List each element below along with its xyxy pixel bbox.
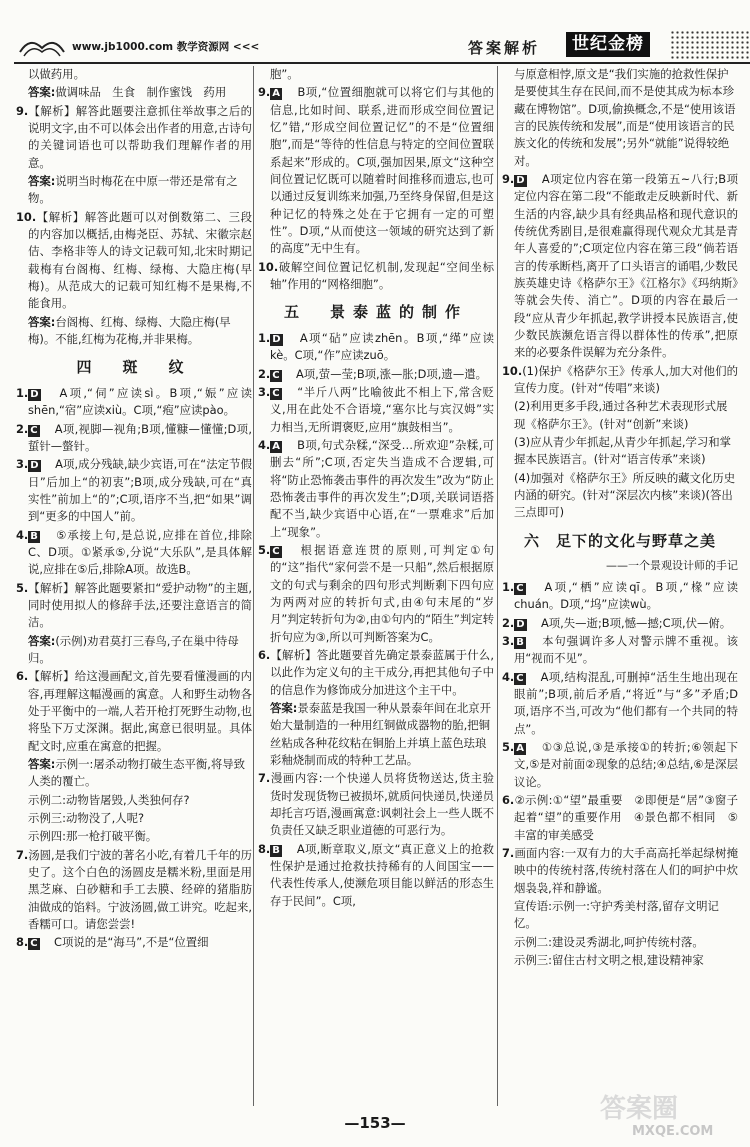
answer-paragraph: 与原意相悖,原文是“我们实施的抢救性保护是要使其生存在民间,而不是使其成为标本珍藏在博物馆”。D项,偷换概念,不是“使用该语言的民族传统和发展”,而是“使用该语言的民族文化的传统和发展”;另外“就能”说得较绝对。 [514, 67, 736, 168]
watermark-url: MXQE.COM [632, 1124, 714, 1139]
answer-choice-box: D [516, 174, 525, 186]
column-1-lines [16, 66, 252, 348]
answer-paragraph: 2. C A项,视脚—视角;B项,懂糠—懂懂;D项,蜇针—螫针。 [16, 421, 252, 454]
answer-paragraph: 6.【解析】答此题要首先确定景泰蓝属于什么,以此作为定义句的主干成分,再把其他句子中的信息作为修饰成分加进这个主干中。 [258, 647, 494, 697]
answer-paragraph: 10.【解析】解答此题可以对倒数第二、三段的内容加以概括,由梅尧臣、苏轼、宋徽宗赵佶、李格非等人的诗文记载可知,北宋时期记载梅有台阁梅、红梅、绿梅、大隐庄梅(早梅)。从范成大的记载可知红梅不是果梅,不能食用。 [16, 209, 252, 311]
dot-pattern [670, 30, 750, 60]
answer-choice-box: C [30, 424, 38, 436]
answer-paragraph: (2)利用更多手段,通过各种艺术表现形式展现《格萨尔王》。(针对“创新”来谈) [514, 399, 728, 431]
page-number: —153— [344, 1114, 406, 1132]
answer-paragraph: 4. C A项,结构混乱,可删掉“活生生地出现在眼前”;B项,前后矛盾,“将近”与“多”矛盾;D项,语序不当,可改为“他们都有一个共同的特点”。 [502, 669, 738, 736]
section-heading: 五 景泰蓝的制作 [283, 303, 468, 322]
section-heading: 四 斑 纹 [76, 358, 192, 377]
answer-paragraph: 示例四:那一枪打破平衡。 [28, 829, 158, 844]
answer-paragraph: 答案:说明当时梅花在中原一带还是常有之物。 [28, 173, 238, 206]
answer-paragraph: 6.②示例:①“望”最重要 ②即便是“居”③窗子起着“望”的重要作用 ④景色都不相同 ⑤丰富的审美感受 [502, 792, 738, 842]
book-logo-icon [16, 30, 68, 60]
answer-paragraph: 4. A B项,句式杂糅,“深受…所欢迎”杂糅,可删去“所”;C项,否定失当造成不合逻辑,可将“防止恐怖袭击事件的再次发生”改为“防止恐怖袭击事件的再次发生”;D项,关联词语搭配不当,缺少宾语中心语,在“一票难求”后加上“现象”。 [258, 438, 494, 539]
answer-paragraph: 5. A ①③总说,③是承接①的转折;⑥领起下文,⑤是对前面②现象的总结;④总结,⑥是深层议论。 [502, 740, 738, 789]
column-3-items [502, 66, 738, 522]
column-3 [502, 66, 738, 1106]
answer-paragraph: 答案:示例一:屠杀动物打破生态平衡,将导致人类的覆亡。 [28, 756, 246, 789]
answer-paragraph: 示例二:动物皆屠毁,人类独何存? [28, 792, 190, 807]
answer-paragraph: 8. C C项说的是“海马”,不是“位置细 [16, 935, 209, 950]
answer-paragraph: 答案:台阁梅、红梅、绿梅、大隐庄梅(早梅)。不能,红梅为花梅,并非果梅。 [28, 314, 231, 346]
answer-paragraph: 2. D A项,失—逝;B项,憾—撼;C项,伏—俯。 [502, 615, 732, 630]
answer-paragraph: 10.(1)保护《格萨尔王》传承人,加大对他们的宣传力度。(针对“传唱”来谈) [502, 363, 738, 395]
answer-choice-box: D [516, 618, 525, 630]
answer-choice-box: D [30, 389, 39, 401]
answer-paragraph: 7.汤圆,是我们宁波的著名小吃,有着几千年的历史了。这个白色的汤圆皮是糯米粉,里面是用黑芝麻、白砂糖和手工去膜、经碎的猪脂肪油做成的馅料。宁波汤圆,做工讲究。吃起来,香糯可口。请您尝尝! [16, 847, 252, 931]
answer-paragraph: 示例二:建设灵秀湖北,呵护传统村落。 [514, 934, 704, 949]
answer-paragraph: 4. B ⑤承接上句,是总说,应排在首位,排除C、D项。①紧承⑤,分说“大乐队”,是具体解说,应排在⑤后,排除A项。故选B。 [16, 527, 252, 577]
answer-choice-box: C [516, 672, 524, 684]
column-2-items-b [258, 330, 494, 910]
answer-paragraph: 以做药用。 [28, 67, 85, 81]
answer-paragraph: 10.破解空间位置记忆机制,发现起“空间坐标轴”作用的“网格细胞”。 [258, 259, 494, 291]
answer-choice-box: D [272, 334, 281, 346]
column-divider [497, 66, 498, 1106]
answer-paragraph: 答案:景泰蓝是我国一种从景泰年间在北京开始大量制造的一种用红铜做成器物的胎,把铜丝粘成各种花纹粘在铜胎上并填上蓝色珐琅彩釉烧制而成的特种工艺品。 [270, 700, 491, 767]
answer-paragraph: 示例三:动物没了,人呢? [28, 810, 145, 825]
answer-choice-box: C [516, 583, 524, 595]
answer-choice-box: B [30, 530, 38, 542]
answer-choice-box: C [30, 938, 38, 950]
column-2-items [258, 66, 494, 293]
column-3-items-b [502, 579, 738, 969]
section-subtitle: ——一个景观设计师的手记 [606, 559, 738, 573]
answer-paragraph: 8. B A项,断章取义,原文“真正意义上的抢救性保护是通过抢救扶持稀有的人间国宝——代表性传承人,使濒危项目能以鲜活的形态生存于民间”。C项, [258, 841, 494, 908]
answer-choice-box: A [272, 88, 281, 100]
answer-paragraph: 5.【解析】解答此题要紧扣“爱护动物”的主题,同时使用拟人的修辞手法,还要注意语言的简洁。 [16, 580, 252, 630]
answer-choice-box: B [516, 637, 524, 649]
header-rule [14, 62, 750, 64]
column-1 [16, 66, 252, 1106]
section-heading: 六 足下的文化与野草之美 [523, 531, 716, 550]
site-url: www.jb1000.com 教学资源网 <<< [72, 41, 260, 53]
answer-choice-box: B [272, 844, 280, 856]
header-title: 答案解析 [468, 39, 541, 57]
brand-logo: 世纪金榜 [566, 32, 650, 57]
answer-choice-box: D [30, 460, 39, 472]
answer-paragraph: 9.【解析】解答此题要注意抓住举故事之后的说明文字,由不可以体会出作者的用意,古诗句的关键词语也可以帮助我们理解作者的用意。 [16, 103, 252, 170]
answer-choice-box: A [272, 441, 281, 453]
answer-choice-box: A [516, 743, 525, 754]
answer-paragraph: 9. D A项定位内容在第一段第五~八行;B项定位内容在第二段“不能敢走反映新时代、新生活的内容,缺少具有经典品格和现代意识的传统优秀剧目,是很难赢得现代观众尤其是青年人喜爱的”;C项定位内容在第三段“倘若语言的传承断档,离开了口头语言的诵唱,少数民族英雄史诗《格萨尔王》《江格尔》《玛纳斯》等就会失传、消亡”。D项的内容在最后一段“应从青少年抓起,教学讲授本民族语言,使少数民族濒危语言得以群体性的传承”,把原来的必要条件误解为充分条件。 [502, 171, 738, 360]
answer-paragraph: 3. D A项,成分残缺,缺少宾语,可在“法定节假日”后加上“的初衷”;B项,成分残缺,可在“真实性”前加上“的”;C项,语序不当,把“如果”调到“更多的中国人”前。 [16, 457, 252, 524]
answer-paragraph: (4)加强对《格萨尔王》所反映的藏文化历史内涵的研究。(针对“深层次内核”来谈)(答出三点即可) [514, 470, 736, 520]
answer-paragraph: 1. C A项,“栖”应读qī。B项,“椽”应读chuán。D项,“坞”应读wù。 [502, 580, 738, 612]
answer-paragraph: 5. C 根据语意连贯的原则,可判定①句的“这”指代“家何尝不是一只船”,然后根据原文的句式与剩余的四句形式判断剩下四句应为两两对应的转折句式,由④句末尾的“岁月”判定转折句为②,由①句内的“陌生”判定转折句应为③,所以可判断答案为C。 [258, 543, 494, 644]
answer-paragraph: 9. A B项,“位置细胞就可以将它们与其他的信息,比如时间、联系,进而形成空间位置记忆”错,“形成空间位置记忆”的不是“位置细胞”,而是“等待的性信息与特定的空间位置联系起来”形成的。C项,强加因果,原文“这种空间位置记忆既可以随着时间推移而遗忘,也可以通过反复训练来加强,乃至终身保留,但是这种记忆的特殊之处在于它拥有一定的可塑性”。D项,“从而使这一领域的研究达到了新的高度”无中生有。 [258, 85, 494, 256]
column-divider [253, 66, 254, 1106]
answer-paragraph: 3. B 本句强调许多人对警示牌不重视。该用“视而不见”。 [502, 634, 738, 666]
answer-paragraph: 胞”。 [270, 67, 299, 81]
answer-paragraph: 1. D A项,“伺”应读sì。B项,“娠”应读shēn,“宿”应读xiù。C项,“疱”应读pào。 [16, 386, 252, 418]
answer-paragraph: 3. C “半斤八两”比喻彼此不相上下,常含贬义,用在此处不合语境,“塞尔比与宾汉姆”实力相当,无所谓褒贬,应用“旗鼓相当”。 [258, 385, 494, 434]
answer-paragraph: 示例三:留住古村文明之根,建设精神家 [514, 952, 704, 967]
column-2 [258, 66, 494, 1106]
watermark: 答案圈 [600, 1094, 679, 1124]
answer-choice-box: C [272, 369, 280, 381]
answer-paragraph: 1. D A项“砧”应读zhēn。B项,“缂”应读kè。C项,“作”应读zuō。 [258, 331, 494, 363]
answer-paragraph: 7.漫画内容:一个快递人员将货物送达,货主验货时发现货物已被损坏,就质问快递员,快递员却托言巧语,漫画寓意:讽刺社会上一些人既不负责任又缺乏职业道德的可恶行为。 [258, 771, 494, 838]
answer-paragraph: 宣传语:示例一:守护秀美村落,留存文明记忆。 [514, 898, 719, 931]
answer-paragraph: (3)应从青少年抓起,从青少年抓起,学习和掌握本民族语言。(针对“语言传承”来谈) [514, 434, 732, 467]
answer-paragraph: 答案:做调味品 生食 制作蜜饯 药用 [28, 85, 227, 100]
answer-paragraph: 7.画面内容:一双有力的大手高高托举起绿树掩映中的传统村落,传统村落在人们的呵护中炊烟袅袅,祥和静谧。 [502, 845, 738, 895]
answer-choice-box: C [272, 388, 280, 400]
answer-choice-box: C [272, 546, 280, 557]
answer-paragraph: 6.【解析】给这漫画配文,首先要看懂漫画的内容,再理解这幅漫画的寓意。人和野生动物各处于平衡中的一端,人若开枪打死野生动物,也将坠下万丈深渊。据此,寓意已很明显。具体配文时,应重在寓意的把握。 [16, 669, 252, 753]
answer-paragraph: 答案:(示例)劝君莫打三春鸟,子在巢中待母归。 [28, 633, 239, 665]
page-header [0, 0, 750, 64]
column-1-items [16, 385, 252, 952]
answer-paragraph: 2. C A项,萤—莹;B项,涨—胀;D项,遗—遣。 [258, 366, 487, 381]
